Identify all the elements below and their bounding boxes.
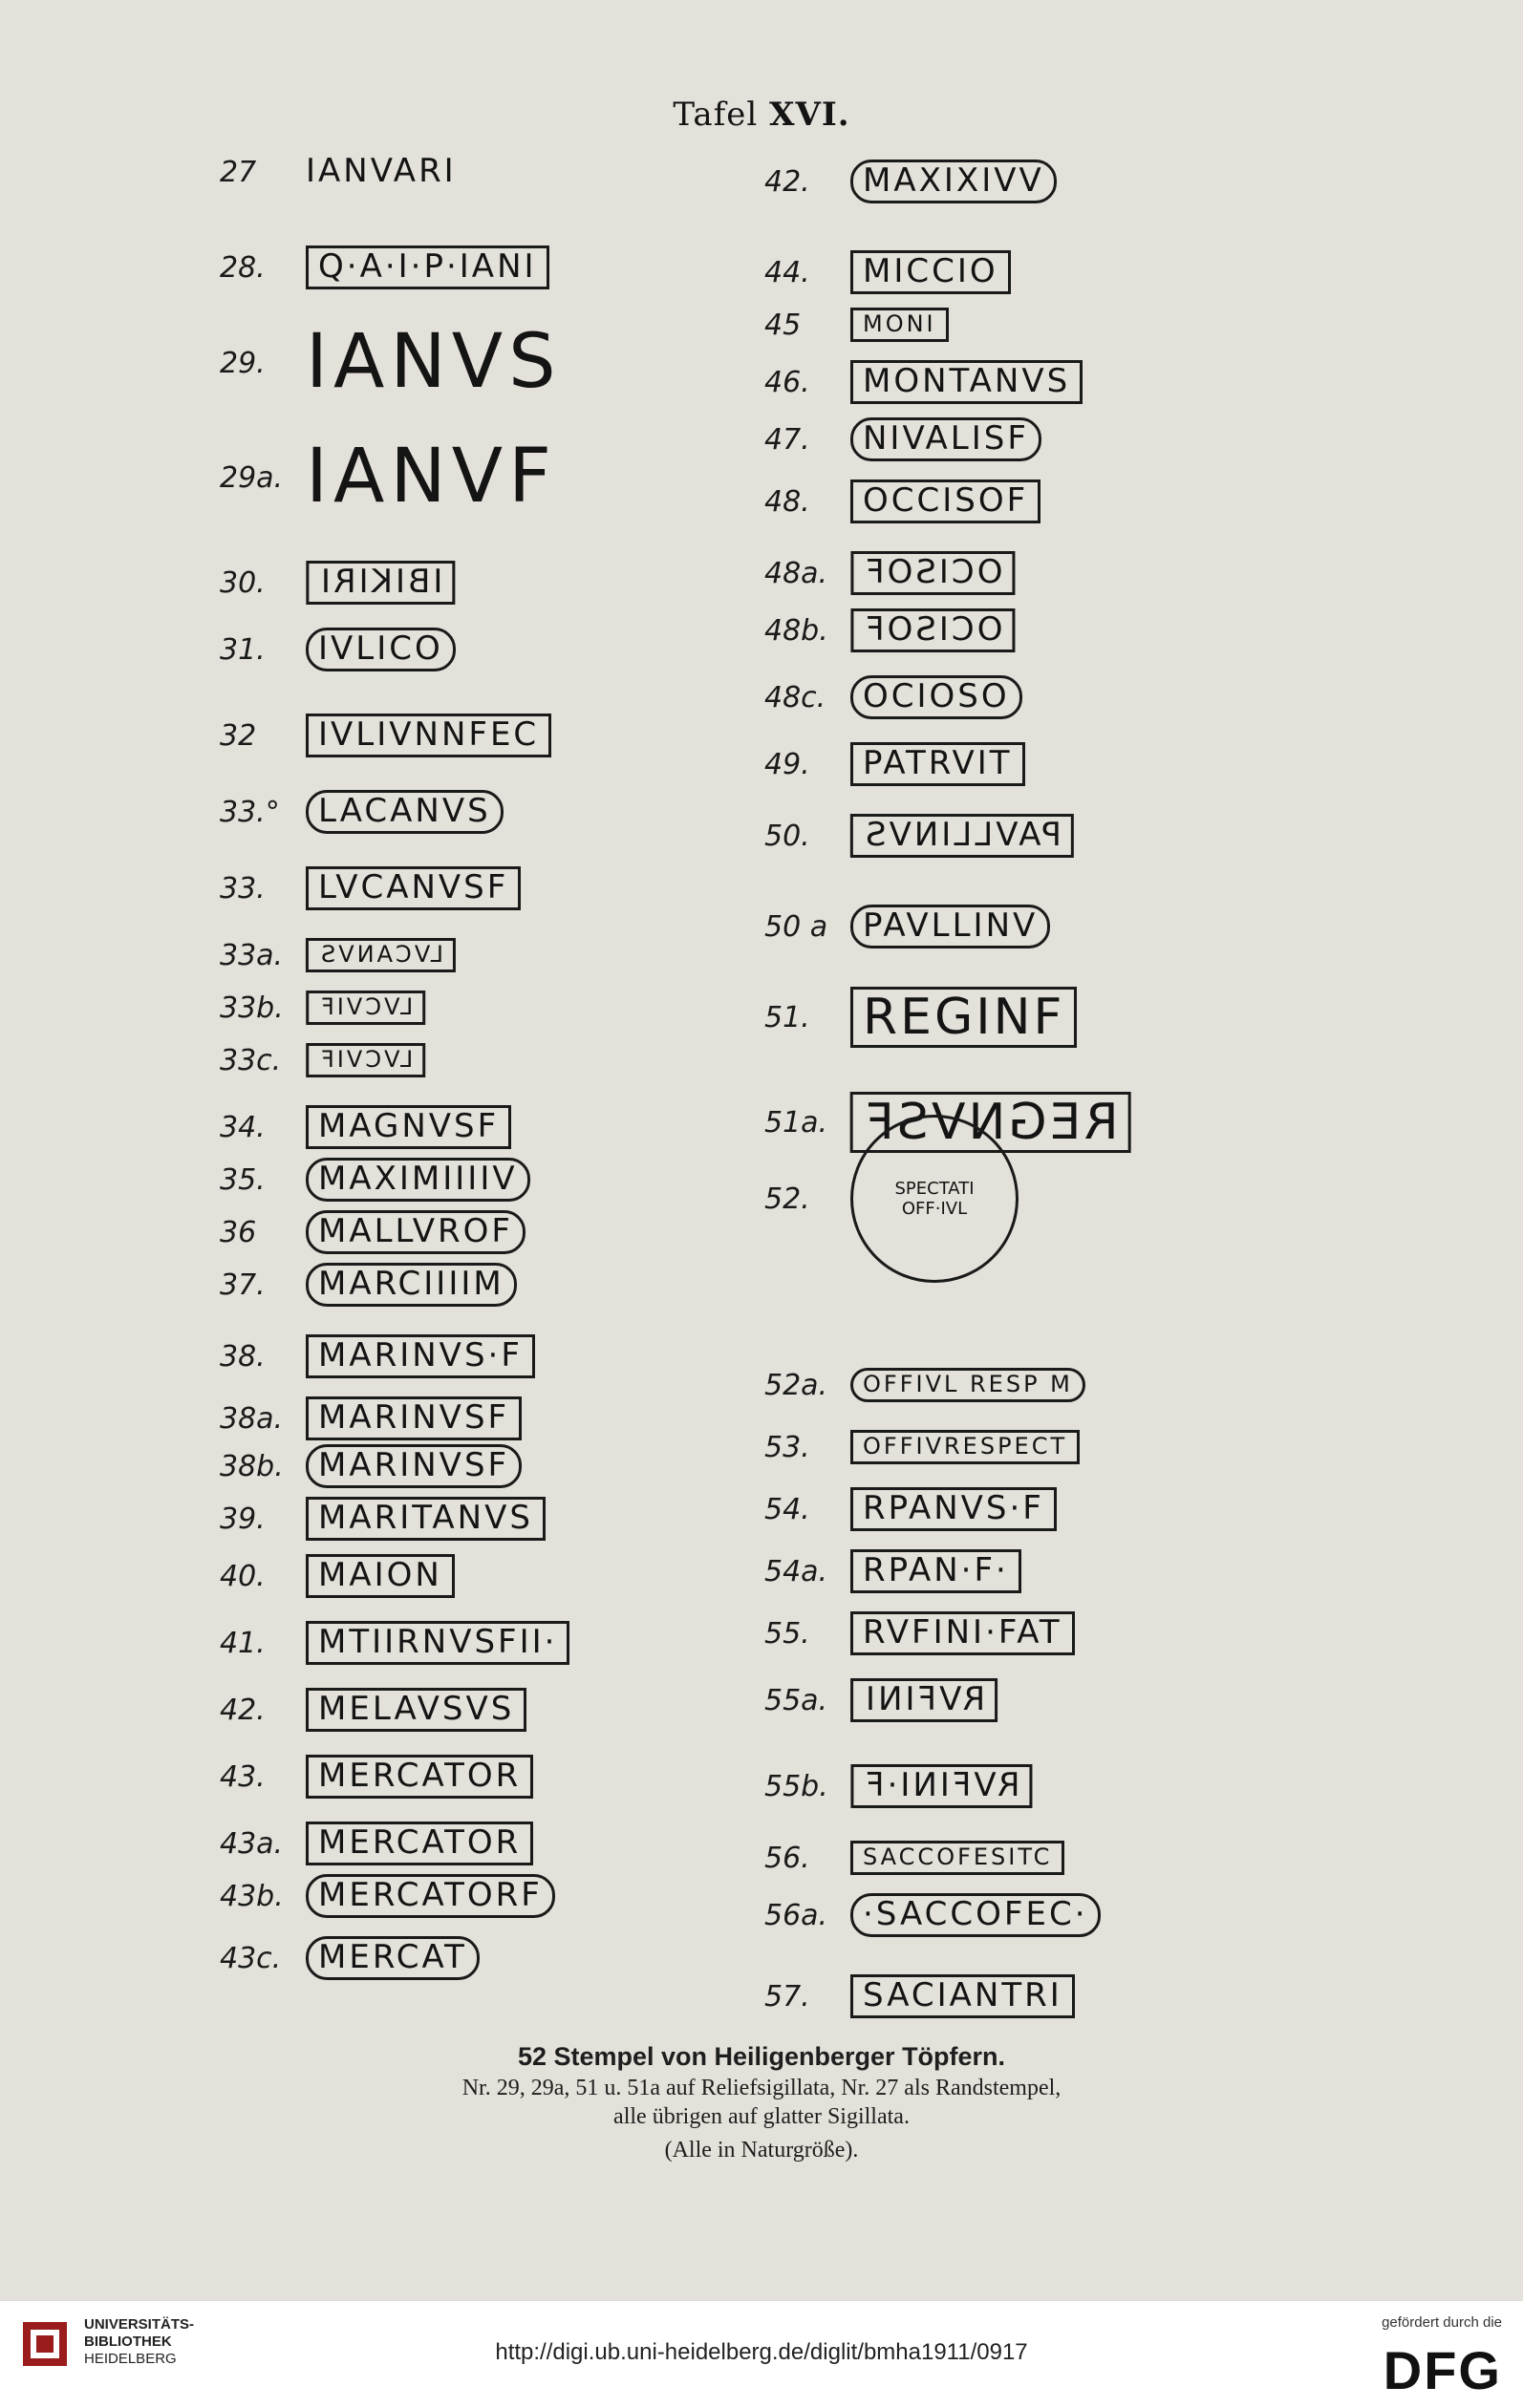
stamp-entry (220, 143, 457, 201)
stamp-entry (220, 1614, 569, 1672)
funded-by-label: gefördert durch die (1382, 2314, 1502, 2331)
stamp-text: SPECTATI OFF·IVL (894, 1179, 975, 1219)
stamp-text: REGINF (850, 987, 1077, 1049)
stamp-entry (220, 1815, 533, 1872)
stamp-text: MERCATOR (306, 1822, 533, 1865)
stamp-entry (764, 1418, 1080, 1476)
caption-line-3: alle übrigen auf glatter Sigillata. (613, 2104, 910, 2129)
stamp-text: MERCATOR (306, 1755, 533, 1799)
stamp-text: REGNVSF (850, 1092, 1131, 1154)
stamp-entry (220, 1490, 546, 1547)
stamp-entry (220, 1098, 511, 1156)
stamp-number: 51a. (764, 1105, 828, 1140)
stamp-entry (220, 1867, 555, 1925)
stamp-text: OCISOF (850, 551, 1015, 595)
stamp-entry (220, 1438, 522, 1495)
stamp-text: IBIKIRI (306, 561, 455, 605)
stamp-text: IVLICO (306, 628, 456, 671)
stamp-entry (220, 783, 504, 841)
stamp-entry (764, 353, 1083, 411)
stamp-text: IANVS (306, 319, 562, 406)
stamp-entry (764, 1886, 1101, 1944)
stamp-number: 56a. (764, 1898, 828, 1932)
stamp-text: NIVALISF (850, 417, 1041, 461)
stamp-text: SACCOFESITC (850, 1841, 1064, 1874)
stamp-entry (764, 296, 949, 353)
stamp-entry (764, 473, 1040, 530)
stamp-number: 31. (220, 632, 266, 667)
plate-title-prefix: Tafel (673, 96, 759, 134)
stamp-entry (220, 319, 562, 406)
stamp-entry (220, 1681, 526, 1738)
caption-line-2: Nr. 29, 29a, 51 u. 51a auf Reliefsigillata, Nr. 27 als Randstempel, (461, 2076, 1062, 2100)
left-stamp-column (220, 0, 717, 2044)
stamp-entry (220, 1256, 517, 1313)
stamp-entry (764, 544, 1015, 602)
stamp-number: 57. (764, 1979, 810, 2014)
stamp-number: 32 (220, 718, 257, 753)
stamp-text: IANVARI (306, 152, 457, 191)
stamp-text: RPANVS·F (850, 1487, 1057, 1531)
stamp-entry (220, 1032, 425, 1089)
stamp-text: ·SACCOFEC· (850, 1893, 1101, 1937)
stamp-number: 33.° (220, 795, 280, 829)
plate-title-numeral: XVI. (769, 96, 850, 134)
stamp-text: OCISOF (850, 608, 1015, 652)
stamp-number: 48. (764, 484, 810, 519)
stamp-text: RVFINI·F (850, 1764, 1032, 1808)
stamp-entry (764, 1481, 1057, 1538)
stamp-number: 33c. (220, 1043, 282, 1077)
stamp-entry (764, 1672, 997, 1729)
stamp-number: 49. (764, 747, 810, 781)
stamp-number: 40. (220, 1559, 266, 1593)
stamp-number: 54. (764, 1492, 810, 1526)
stamp-text: OFFIVL RESP M (850, 1368, 1085, 1401)
stamp-number: 28. (220, 250, 266, 285)
stamp-number: 46. (764, 365, 810, 399)
stamp-number: 38b. (220, 1449, 284, 1483)
stamp-text: PAVLLINVS (850, 814, 1074, 858)
stamp-entry (220, 1748, 533, 1805)
stamp-text: MARINVSF (306, 1396, 522, 1440)
stamp-number: 43a. (220, 1826, 284, 1861)
stamp-entry (220, 707, 551, 764)
stamp-text: Q·A·I·P·IANI (306, 245, 549, 289)
stamp-entry (764, 898, 1050, 955)
stamp-entry (220, 979, 425, 1036)
stamp-number: 33. (220, 871, 266, 906)
institution-line-3: HEIDELBERG (84, 2351, 177, 2367)
stamp-number: 44. (764, 255, 810, 289)
stamp-text: IANVF (306, 434, 557, 521)
stamp-entry (220, 927, 456, 984)
stamp-number: 52. (764, 1182, 810, 1216)
stamp-entry (220, 1204, 526, 1261)
stamp-text: PATRVIT (850, 742, 1025, 786)
stamp-text: MARINVSF (306, 1444, 522, 1488)
stamp-text: MAXIMIIIIV (306, 1158, 530, 1202)
stamp-entry (764, 989, 1077, 1046)
stamp-entry (764, 153, 1057, 210)
stamp-text: MICCIO (850, 250, 1011, 294)
stamp-text: LVCVIF (306, 1043, 425, 1076)
stamp-entry (764, 1356, 1085, 1414)
stamp-number: 39. (220, 1502, 266, 1536)
stamp-number: 56. (764, 1841, 810, 1875)
stamp-number: 41. (220, 1626, 266, 1660)
stamp-text: MALLVROF (306, 1210, 526, 1254)
stamp-entry (220, 1547, 455, 1605)
stamp-number: 42. (764, 164, 810, 199)
circular-stamp (850, 1115, 1019, 1283)
stamp-number: 43b. (220, 1879, 284, 1913)
dfg-logo: DFG (1383, 2340, 1502, 2400)
stamp-entry (764, 669, 1022, 726)
stamp-entry (764, 1968, 1075, 2025)
stamp-number: 45 (764, 308, 802, 342)
stamp-entry (764, 735, 1025, 793)
stamp-number: 29a. (220, 460, 284, 495)
stamp-number: 38. (220, 1339, 266, 1374)
stamp-text: RPAN·F· (850, 1549, 1021, 1593)
stamp-text: IVLIVNNFEC (306, 714, 551, 757)
stamp-entry (764, 1543, 1021, 1600)
stamp-number: 43c. (220, 1941, 282, 1975)
caption-title: 52 Stempel von Heiligenberger Töpfern. (517, 2042, 1006, 2071)
stamp-number: 30. (220, 565, 266, 600)
stamp-number: 48c. (764, 680, 826, 714)
stamp-number: 34. (220, 1110, 266, 1144)
stamp-text: LACANVS (306, 790, 504, 834)
institution-line-2: BIBLIOTHEK (84, 2333, 172, 2350)
stamp-number: 43. (220, 1759, 266, 1794)
stamp-text: MELAVSVS (306, 1688, 526, 1732)
stamp-text: RVFINI·FAT (850, 1611, 1075, 1655)
stamp-entry (220, 1929, 480, 1987)
stamp-number: 35. (220, 1162, 266, 1197)
stamp-entry (220, 860, 521, 917)
stamp-text: MARCIIIIM (306, 1263, 517, 1307)
stamp-text: MAION (306, 1554, 455, 1598)
stamp-text: LVCVIF (306, 991, 425, 1024)
stamp-text: LVCANVSF (306, 866, 521, 910)
stamp-entry (764, 1605, 1075, 1662)
stamp-text: MARINVS·F (306, 1334, 535, 1378)
stamp-number: 53. (764, 1430, 810, 1464)
stamp-text: OFFIVRESPECT (850, 1430, 1080, 1463)
stamp-entry (764, 411, 1041, 468)
stamp-text: MAGNVSF (306, 1105, 511, 1149)
stamp-number: 55. (764, 1616, 810, 1651)
stamp-text: MONTANVS (850, 360, 1083, 404)
stamp-number: 29. (220, 346, 266, 380)
stamp-text: MAXIXIVV (850, 160, 1057, 203)
stamp-number: 36 (220, 1215, 257, 1249)
stamp-entry (220, 1151, 530, 1208)
stamp-number: 48b. (764, 613, 828, 648)
stamp-number: 37. (220, 1268, 266, 1302)
stamp-text: PAVLLINV (850, 905, 1050, 948)
stamp-number: 47. (764, 422, 810, 457)
stamp-entry (764, 1829, 1064, 1886)
stamp-entry (764, 807, 1074, 864)
stamp-number: 27 (220, 155, 257, 189)
institution-line-1: UNIVERSITÄTS- (84, 2316, 195, 2333)
permalink-url[interactable]: http://digi.ub.uni-heidelberg.de/diglit/bmha1911/0917 (495, 2339, 1028, 2365)
right-stamp-column (764, 0, 1261, 2044)
stamp-text: MERCATORF (306, 1874, 555, 1918)
stamp-text: MONI (850, 308, 949, 341)
stamp-text: MERCAT (306, 1936, 480, 1980)
stamp-text: LVCANVS (306, 938, 456, 971)
footer-bar (0, 2300, 1523, 2408)
stamp-number: 50 a (764, 909, 828, 944)
stamp-entry (764, 1170, 1019, 1227)
stamp-text: RVFINI (850, 1678, 997, 1722)
stamp-text: OCIOSO (850, 675, 1022, 719)
stamp-number: 55b. (764, 1769, 828, 1803)
stamp-number: 33b. (220, 991, 284, 1025)
stamp-entry (220, 239, 549, 296)
stamp-text: MTIIRNVSFII· (306, 1621, 569, 1665)
stamp-number: 48a. (764, 556, 828, 590)
stamp-number: 33a. (220, 938, 284, 972)
stamp-entry (764, 1758, 1032, 1815)
stamp-entry (220, 554, 455, 611)
stamp-text: MARITANVS (306, 1497, 546, 1541)
stamp-number: 54a. (764, 1554, 828, 1588)
stamp-number: 38a. (220, 1401, 284, 1436)
stamp-entry (220, 434, 557, 521)
stamp-number: 42. (220, 1693, 266, 1727)
stamp-entry (220, 621, 456, 678)
stamp-entry (764, 602, 1015, 659)
stamp-number: 50. (764, 819, 810, 853)
stamp-text: SACIANTRI (850, 1974, 1075, 2018)
stamp-entry (220, 1328, 535, 1385)
stamp-number: 52a. (764, 1368, 828, 1402)
stamp-text: OCCISOF (850, 479, 1040, 523)
stamp-number: 51. (764, 1000, 810, 1034)
caption-line-4: (Alle in Naturgröße). (664, 2138, 859, 2163)
stamp-entry (764, 244, 1011, 301)
stamp-number: 55a. (764, 1683, 828, 1717)
